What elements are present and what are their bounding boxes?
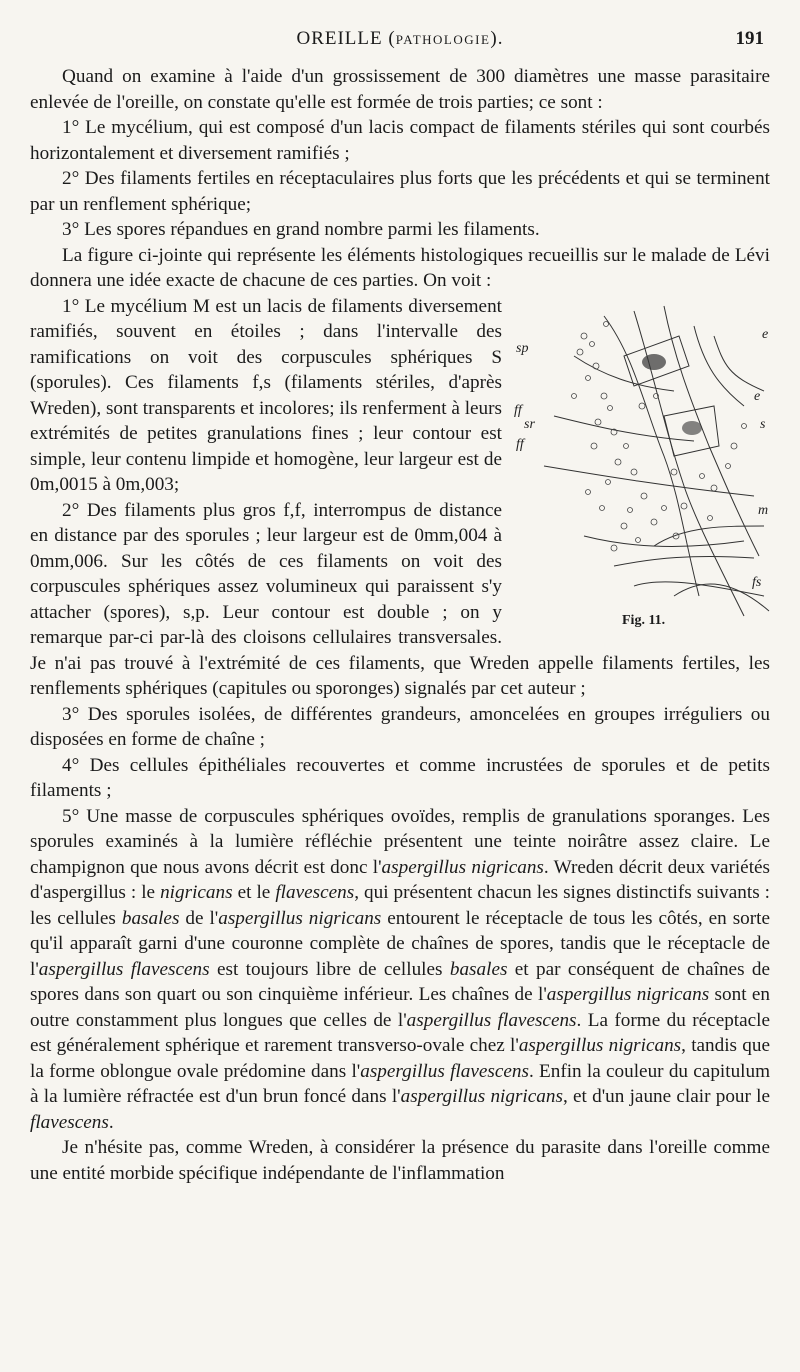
figure-label-ff: ff xyxy=(516,436,524,452)
paragraph-item-1: 1° Le mycélium, qui est composé d'un lacis compact de filaments stériles qui sont courbés horizontalement et diversement ramifiés ; xyxy=(30,117,770,164)
microscope-illustration xyxy=(514,296,776,634)
figure-label-e: e xyxy=(762,326,769,342)
running-header xyxy=(32,28,768,58)
figure-label-fs: fs xyxy=(752,574,762,590)
figure-label-s: s xyxy=(760,416,766,432)
paragraph-conclusion: Je n'hésite pas, comme Wreden, à considérer la présence du parasite dans l'oreille comme une entité morbide spécifique indépendante de l'inflammation xyxy=(30,1137,770,1184)
figure-caption: Fig. 11. xyxy=(622,613,666,628)
running-subtitle: PATHOLOGIE xyxy=(395,32,491,47)
figure-label-ff: ff xyxy=(514,402,522,418)
page-body xyxy=(30,64,770,1186)
figure-label-sp: sp xyxy=(516,340,529,356)
page-number: 191 xyxy=(735,28,764,49)
paragraph-aspergillus: 5° Une masse de corpuscules sphériques ovoïdes, remplis de granulations sporanges. Les sporules examinés à la lumière réfléchie présentent une teinte noirâtre assez claire. Le champignon que nous avons décrit est donc l'aspergillus nigricans. Wreden décrit deux variétés d'aspergillus : le nigricans et le flavescens, qui présentent chacun les signes distinctifs suivants : les cellules basales de l'aspergillus nigricans entourent le réceptacle de tous les côtés, en sorte qu'il apparaît garni d'une couronne complète de chaînes de spores, tandis que le réceptacle de l'aspergillus flavescens est toujours libre de cellules basales et par conséquent de chaînes de spores dans son quart ou son cinquième inférieur. Les chaînes de l'aspergillus nigricans sont en outre constamment plus longues que celles de l'aspergillus flavescens. La forme du réceptacle est généralement sphérique et rarement transverso-ovale chez l'aspergillus nigricans, tandis que la forme oblongue ovale prédomine dans l'aspergillus flavescens. Enfin la couleur du capitulum à la lumière réfractée est d'un brun foncé dans l'aspergillus nigricans, et d'un jaune clair pour le flavescens. xyxy=(30,805,771,1133)
figure-wrap-block xyxy=(30,294,770,702)
figure-11 xyxy=(514,296,776,634)
paragraph-sporules: 3° Des sporules isolées, de différentes grandeurs, amoncelées en groupes irréguliers ou disposées en forme de chaîne ; xyxy=(30,703,770,750)
paragraph-mycelium: 1° Le mycélium M est un lacis de filaments diversement ramifiés, souvent en étoiles ; dans l'intervalle des ramifications on voit des corpuscules sphériques S (sporules). Ces filaments f,s (filaments stériles, d'après Wreden), sont transparents et incolores; ils renferment à leurs extrémités de petites granulations fines ; leur contour est simple, leur contenu limpide et homogène, leur largeur est de 0m,0015 à 0m,003; xyxy=(30,295,502,495)
paragraph-figure-intro: La figure ci-jointe qui représente les éléments histologiques recueillis sur le malade de Lévi donnera une idée exacte de chacune de ces parties. On voit : xyxy=(30,244,770,291)
paragraph-fertile-filaments: 2° Des filaments plus gros f,f, interrompus de distance en distance par des sporules ; leur largeur est de 0mm,004 à 0mm,006. Sur les côtés de ces filaments on voit des corpuscules sphériques assez volumineux qui paraissent s'y attacher (spores), s,p. Leur contour est double ; on y remarque par-ci par-là des cloisons cellulaires transversales. Je n'ai pas trouvé à l'extrémité de ces filaments, que Wreden appelle filaments fertiles, les renflements sphériques (capitules ou sporonges) signalés par cet auteur ; xyxy=(30,499,770,699)
paragraph-epithelial-cells: 4° Des cellules épithéliales recouvertes et comme incrustées de sporules et de petits filaments ; xyxy=(30,754,770,801)
paragraph-item-2: 2° Des filaments fertiles en réceptaculaires plus forts que les précédents et qui se terminent par un renflement sphérique; xyxy=(30,168,770,215)
figure-label-m: m xyxy=(758,502,769,518)
running-title: OREILLE (PATHOLOGIE). xyxy=(296,28,504,49)
paragraph-intro: Quand on examine à l'aide d'un grossissement de 300 diamètres une masse parasitaire enlevée de l'oreille, on constate qu'elle est formée de trois parties; ce sont : xyxy=(30,66,770,113)
figure-label-sr: sr xyxy=(524,416,535,432)
paragraph-item-3: 3° Les spores répandues en grand nombre parmi les filaments. xyxy=(62,219,540,240)
figure-label-e: e xyxy=(754,388,761,404)
